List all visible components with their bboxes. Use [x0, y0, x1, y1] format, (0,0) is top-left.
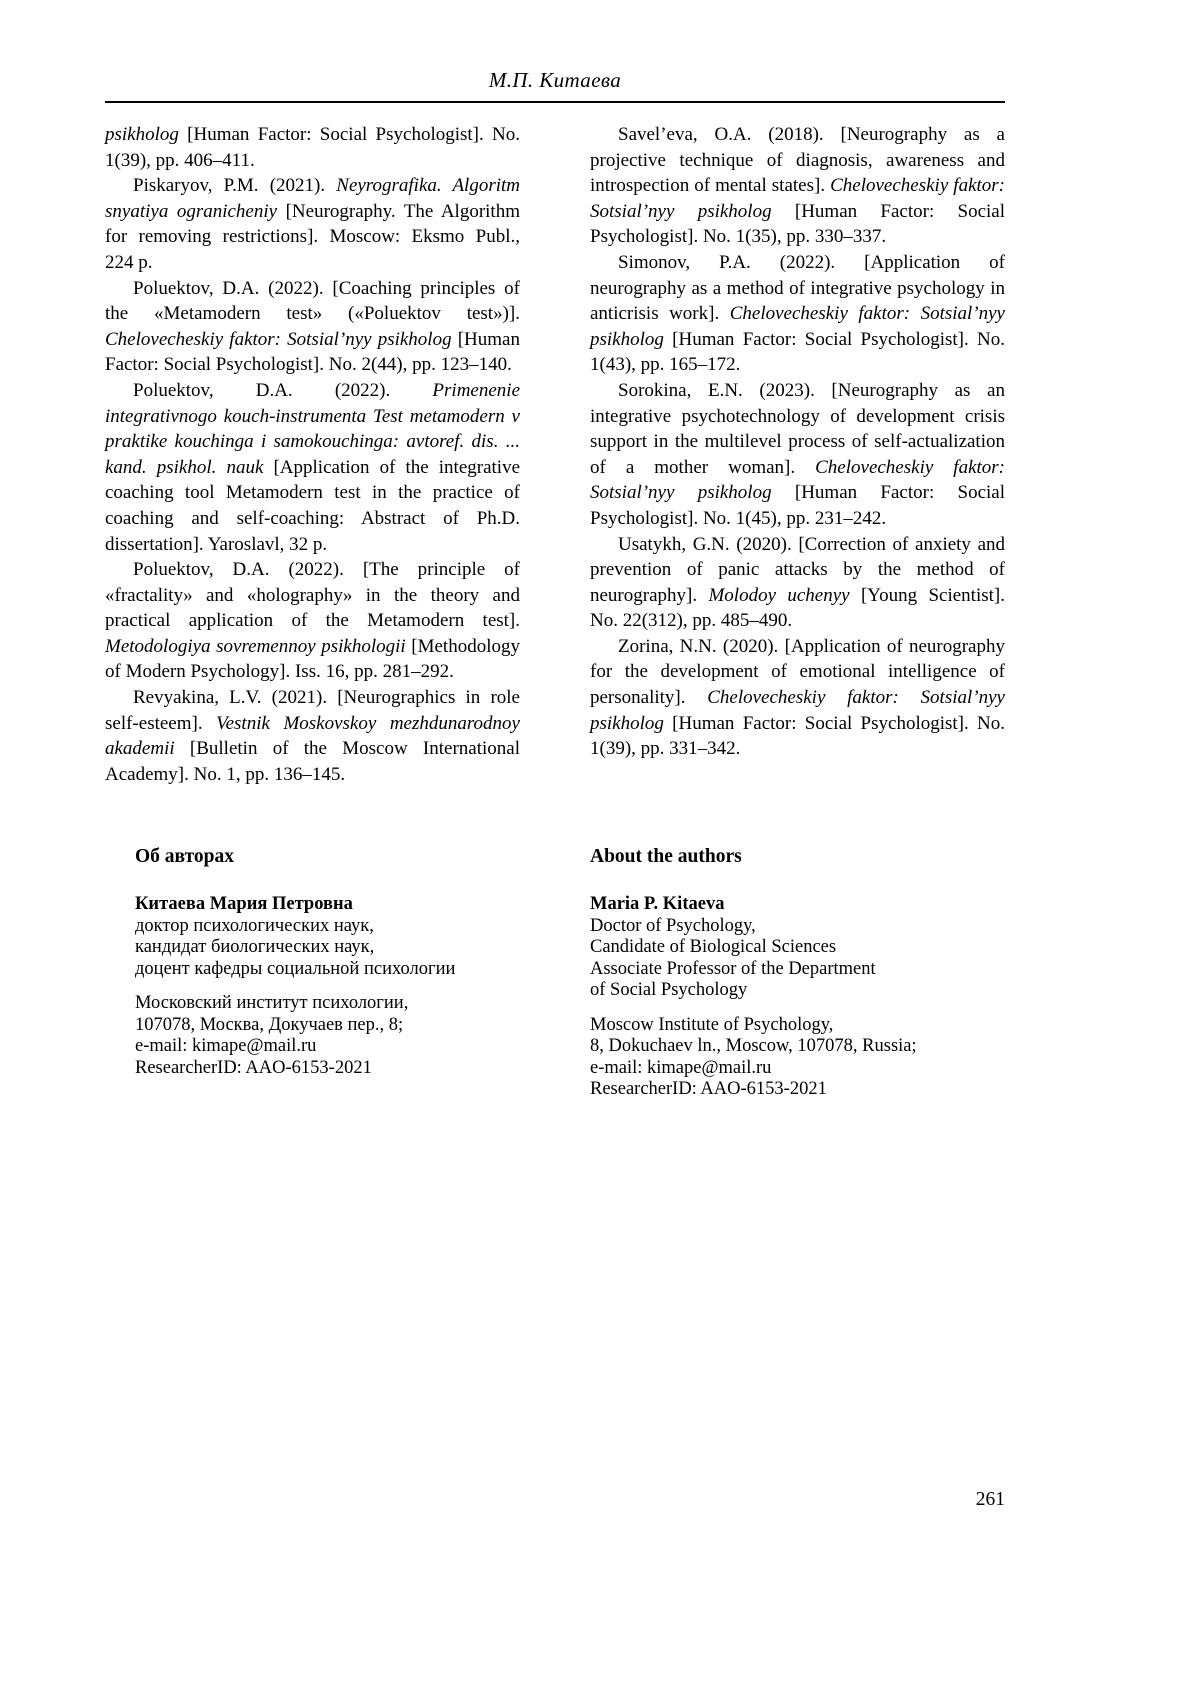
- author-text-line: Moscow Institute of Psychology,: [590, 1014, 834, 1035]
- author-text-line: Associate Professor of the Department: [590, 958, 876, 979]
- reference-text-segment: [Application of the integrative coaching tool Metamodern test in the practice of coaching and self-coaching: Abstract of Ph.D. dissertation]. Yaroslavl, 32 p.: [105, 456, 520, 555]
- reference-text-segment: Sorokina, E.N. (2023). [Neurography as an integrative psychotechnology of development crisis support in the multilevel process of self-actualization of a mother woman].: [590, 379, 1005, 478]
- authors-section: [105, 845, 1005, 1101]
- reference-item: [105, 276, 520, 378]
- reference-text-segment: Simonov, P.A. (2022). [Application of neurography as a method of integrative psychology in anticrisis work].: [590, 251, 1005, 325]
- reference-item: [590, 532, 1005, 634]
- author-text-line: доцент кафедры социальной психологии: [135, 958, 456, 979]
- reference-text-segment: Usatykh, G.N. (2020). [Correction of anxiety and prevention of panic attacks by the method of neurography].: [590, 533, 1005, 606]
- authors-heading-ru: Об авторах: [135, 846, 235, 868]
- authors-block-ru: [105, 845, 520, 1101]
- author-text-line: ResearcherID: AAO-6153-2021: [590, 1079, 827, 1100]
- reference-italic-segment: Chelovecheskiy faktor: Sotsial’nyy psikholog: [590, 303, 1005, 350]
- reference-text-segment: [Human Factor: Social Psychologist]. No. 1(35), pp. 330–337.: [590, 200, 1005, 248]
- reference-italic-segment: Molodoy uchenyy: [708, 584, 850, 606]
- reference-italic-segment: Neyrografika. Algoritm snyatiya ogranicheniy: [105, 175, 521, 222]
- author-text-line: 8, Dokuchaev ln., Moscow, 107078, Russia;: [590, 1036, 917, 1057]
- author-text-line: Doctor of Psychology,: [590, 915, 756, 936]
- reference-item: [105, 122, 520, 173]
- reference-italic-segment: Vestnik Moskovskoy mezhdunarodnoy akademii: [105, 712, 520, 760]
- author-text-line: кандидат биологических наук,: [135, 937, 375, 958]
- reference-italic-segment: Chelovecheskiy faktor: Sotsial’nyy psikholog: [590, 175, 1005, 222]
- author-name-ru: Китаева Мария Петровна: [135, 894, 353, 915]
- reference-text-segment: Savel’eva, O.A. (2018). [Neurography as a projective technique of diagnosis, awareness and introspection of mental states].: [590, 124, 1005, 197]
- reference-italic-segment: psikholog: [105, 124, 179, 145]
- reference-text-segment: [Young Scientist]. No. 22(312), pp. 485–490.: [590, 584, 1005, 632]
- reference-text-segment: [Human Factor: Social Psychologist]. No. 2(44), pp. 123–140.: [105, 328, 520, 376]
- reference-text-segment: Zorina, N.N. (2020). [Application of neurography for the development of emotional intelligence of personality].: [590, 635, 1005, 709]
- author-details-ru: [135, 916, 520, 981]
- reference-item: [590, 634, 1005, 762]
- author-affiliation-en: [590, 1015, 1005, 1101]
- author-text-line: ResearcherID: AAO-6153-2021: [135, 1057, 372, 1078]
- author-text-line: of Social Psychology: [590, 980, 748, 1001]
- reference-item: [590, 378, 1005, 532]
- reference-italic-segment: Chelovecheskiy faktor: Sotsial’nyy psikholog: [590, 456, 1005, 504]
- references-column-right: [590, 122, 1005, 787]
- running-head: М.П. Китаева: [488, 68, 622, 92]
- references-section: [105, 122, 1005, 787]
- header-rule: [105, 101, 1005, 103]
- reference-item: [105, 685, 520, 787]
- reference-italic-segment: Metodologiya sovremennoy psikhologii: [105, 635, 406, 657]
- reference-text-segment: Revyakina, L.V. (2021). [Neurographics in role self-esteem].: [105, 687, 520, 734]
- author-text-line: e-mail: kimape@mail.ru: [590, 1057, 772, 1078]
- reference-item: [105, 378, 520, 557]
- reference-italic-segment: Chelovecheskiy faktor: Sotsial’nyy psikholog: [590, 687, 1005, 734]
- reference-item: [105, 557, 520, 685]
- author-details-en: [590, 916, 1005, 1002]
- reference-text-segment: Poluektov, D.A. (2022).: [133, 379, 433, 401]
- reference-item: [590, 122, 1005, 250]
- author-text-line: Candidate of Biological Sciences: [590, 937, 837, 958]
- author-affiliation-ru: [135, 993, 520, 1079]
- reference-text-segment: Poluektov, D.A. (2022). [The principle of «fractality» and «holography» in the theory and practical application of the Metamodern test].: [105, 559, 520, 632]
- author-text-line: Московский институт психологии,: [135, 993, 409, 1014]
- reference-item: [590, 250, 1005, 378]
- reference-text-segment: Poluektov, D.A. (2022). [Coaching principles of the «Metamodern test» («Poluektov test»)].: [105, 277, 520, 325]
- page-number: 261: [975, 1489, 1005, 1510]
- reference-text-segment: Piskaryov, P.M. (2021).: [133, 175, 337, 197]
- authors-heading-en: About the authors: [590, 846, 742, 868]
- reference-italic-segment: Chelovecheskiy faktor: Sotsial’nyy psikholog: [105, 328, 452, 350]
- reference-text-segment: [Human Factor: Social Psychologist]. No. 1(43), pp. 165–172.: [590, 328, 1005, 376]
- authors-block-en: [590, 845, 1005, 1101]
- author-text-line: 107078, Москва, Докучаев пер., 8;: [135, 1014, 404, 1035]
- reference-text-segment: [Human Factor: Social Psychologist]. No. 1(45), pp. 231–242.: [590, 482, 1005, 529]
- author-text-line: e-mail: kimape@mail.ru: [135, 1036, 317, 1057]
- reference-text-segment: [Neurography. The Algorithm for removing restrictions]. Moscow: Eksmo Publ., 224 p.: [105, 200, 520, 273]
- reference-text-segment: [Methodology of Modern Psychology]. Iss. 16, pp. 281–292.: [105, 635, 520, 683]
- author-name-en: Maria P. Kitaeva: [590, 894, 725, 915]
- reference-item: [105, 173, 520, 275]
- author-text-line: доктор психологических наук,: [135, 915, 374, 936]
- reference-text-segment: [Human Factor: Social Psychologist]. No. 1(39), pp. 331–342.: [590, 712, 1005, 760]
- reference-text-segment: [Human Factor: Social Psychologist]. No. 1(39), pp. 406–411.: [105, 124, 520, 171]
- reference-text-segment: [Bulletin of the Moscow International Academy]. No. 1, pp. 136–145.: [105, 738, 520, 785]
- reference-italic-segment: Primenenie integrativnogo kouch-instrumenta Test metamodern v praktike kouchinga i samokouchinga: avtoref. dis. ... kand. psikhol. nauk: [105, 379, 520, 478]
- references-column-left: [105, 122, 520, 787]
